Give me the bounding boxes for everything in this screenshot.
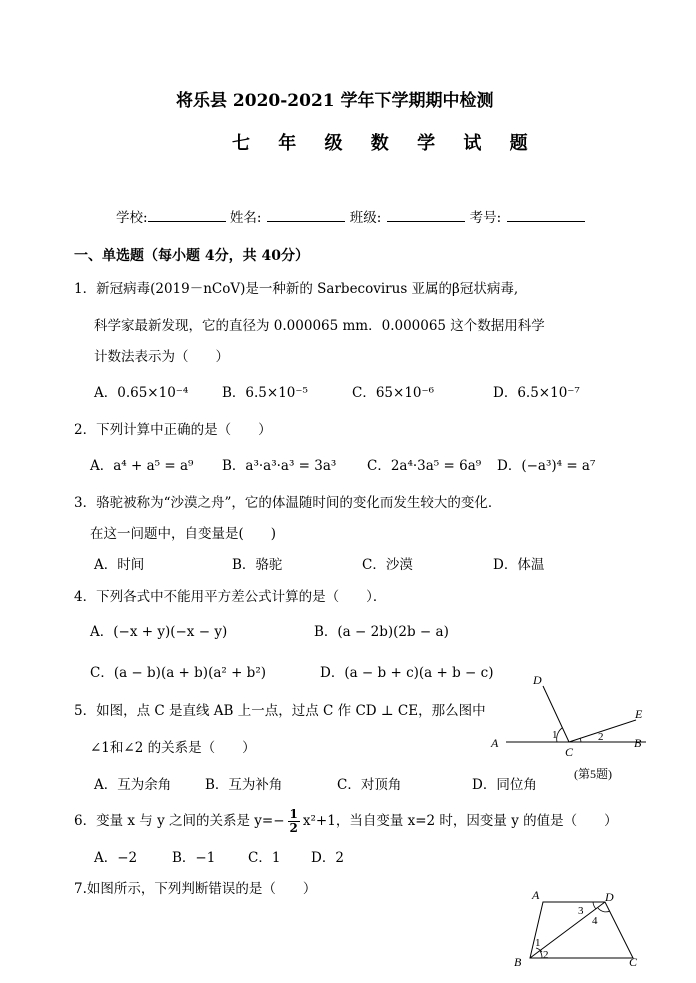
q1-option-d[interactable]: D．6.5×10⁻⁷ — [493, 385, 580, 401]
label-d: D — [533, 673, 542, 687]
school-blank[interactable] — [148, 209, 226, 222]
q2-option-c[interactable]: C．2a⁴·3a⁵ = 6a⁹ — [367, 458, 482, 474]
school-label: 学校: — [116, 210, 148, 226]
label-angle3: 3 — [578, 905, 584, 917]
label-b: B — [514, 955, 522, 969]
number-label: 考号: — [469, 210, 502, 226]
q6-frac-den: 2 — [289, 821, 298, 835]
q4-option-b[interactable]: B．(a − 2b)(2b − a) — [314, 624, 449, 640]
q2-stem: 2．下列计算中正确的是（ ） — [74, 422, 272, 438]
q5-option-d[interactable]: D．同位角 — [472, 777, 537, 793]
q7-figure — [505, 886, 655, 972]
page-title: 将乐县 2020-2021 学年下学期期中检测 — [176, 91, 494, 111]
q3-option-b[interactable]: B．骆驼 — [232, 557, 283, 573]
q4-option-c[interactable]: C．(a − b)(a + b)(a² + b²) — [90, 665, 267, 681]
q1-line1: 1．新冠病毒(2019－nCoV)是一种新的 Sarbecovirus 亚属的β冠状病毒, — [74, 281, 519, 297]
label-angle1: 1 — [552, 729, 558, 741]
page-subtitle: 七 年 级 数 学 试 题 — [232, 133, 539, 154]
q6-stem-post: x²+1，当自变量 x=2 时，因变量 y 的值是（ ） — [302, 813, 618, 829]
label-c: C — [565, 745, 574, 759]
label-e: E — [635, 707, 643, 721]
q4-option-d[interactable]: D．(a − b + c)(a + b − c) — [320, 665, 494, 681]
q1-option-a[interactable]: A．0.65×10⁻⁴ — [94, 385, 189, 401]
label-c: C — [629, 955, 638, 969]
q4-option-a[interactable]: A．(−x + y)(−x − y) — [90, 624, 228, 640]
figure-caption: (第5题) — [574, 767, 612, 781]
q5-option-c[interactable]: C．对顶角 — [337, 777, 402, 793]
q6-frac-num: 1 — [289, 807, 298, 821]
q7-stem: 7.如图所示，下列判断错误的是（ ） — [74, 881, 317, 897]
q6-option-a[interactable]: A．−2 — [94, 850, 138, 866]
q5-line2: ∠1和∠2 的关系是（ ） — [90, 740, 256, 756]
number-blank[interactable] — [507, 209, 585, 222]
q5-figure — [486, 668, 656, 783]
q1-option-c[interactable]: C．65×10⁻⁶ — [352, 385, 435, 401]
label-angle2: 2 — [543, 949, 549, 961]
student-info-line — [116, 206, 585, 226]
q3-line2: 在这一问题中，自变量是( ) — [90, 526, 277, 542]
q5-line1: 5．如图，点 C 是直线 AB 上一点，过点 C 作 CD ⊥ CE，那么图中 — [74, 703, 486, 719]
q3-option-c[interactable]: C．沙漠 — [362, 557, 413, 573]
q5-option-b[interactable]: B．互为补角 — [205, 777, 283, 793]
q2-option-b[interactable]: B．a³·a³·a³ = 3a³ — [222, 458, 337, 474]
label-b: B — [634, 736, 642, 750]
q3-line1: 3．骆驼被称为“沙漠之舟”，它的体温随时间的变化而发生较大的变化． — [74, 495, 502, 511]
class-label: 班级: — [349, 210, 382, 226]
label-a: A — [532, 888, 540, 902]
angle3-arc — [593, 902, 596, 909]
q6-option-d[interactable]: D．2 — [311, 850, 344, 866]
label-a: A — [491, 736, 499, 750]
section-title: 一、单选题（每小题 4分，共 40分） — [74, 248, 309, 264]
label-d: D — [605, 890, 614, 904]
label-angle1: 1 — [535, 937, 541, 949]
q6-fraction — [288, 808, 300, 835]
q1-line3: 计数法表示为（ ） — [94, 349, 229, 365]
q2-option-d[interactable]: D．(−a³)⁴ = a⁷ — [497, 458, 596, 474]
q6-option-c[interactable]: C．1 — [248, 850, 281, 866]
name-label: 姓名: — [229, 210, 262, 226]
q2-option-a[interactable]: A．a⁴ + a⁵ = a⁹ — [90, 458, 194, 474]
q3-option-d[interactable]: D．体温 — [493, 557, 545, 573]
q1-option-b[interactable]: B．6.5×10⁻⁵ — [222, 385, 308, 401]
q6-option-b[interactable]: B．−1 — [172, 850, 216, 866]
q1-line2: 科学家最新发现，它的直径为 0.000065 mm．0.000065 这个数据用科学 — [94, 318, 545, 334]
q6-stem — [74, 808, 618, 835]
q5-option-a[interactable]: A．互为余角 — [94, 777, 172, 793]
label-angle2: 2 — [598, 731, 604, 743]
q6-stem-pre: 6．变量 x 与 y 之间的关系是 y=− — [74, 813, 285, 829]
name-blank[interactable] — [267, 209, 345, 222]
q3-option-a[interactable]: A．时间 — [94, 557, 145, 573]
q4-stem: 4．下列各式中不能用平方差公式计算的是（ ）． — [74, 589, 387, 605]
class-blank[interactable] — [387, 209, 465, 222]
label-angle4: 4 — [592, 915, 598, 927]
